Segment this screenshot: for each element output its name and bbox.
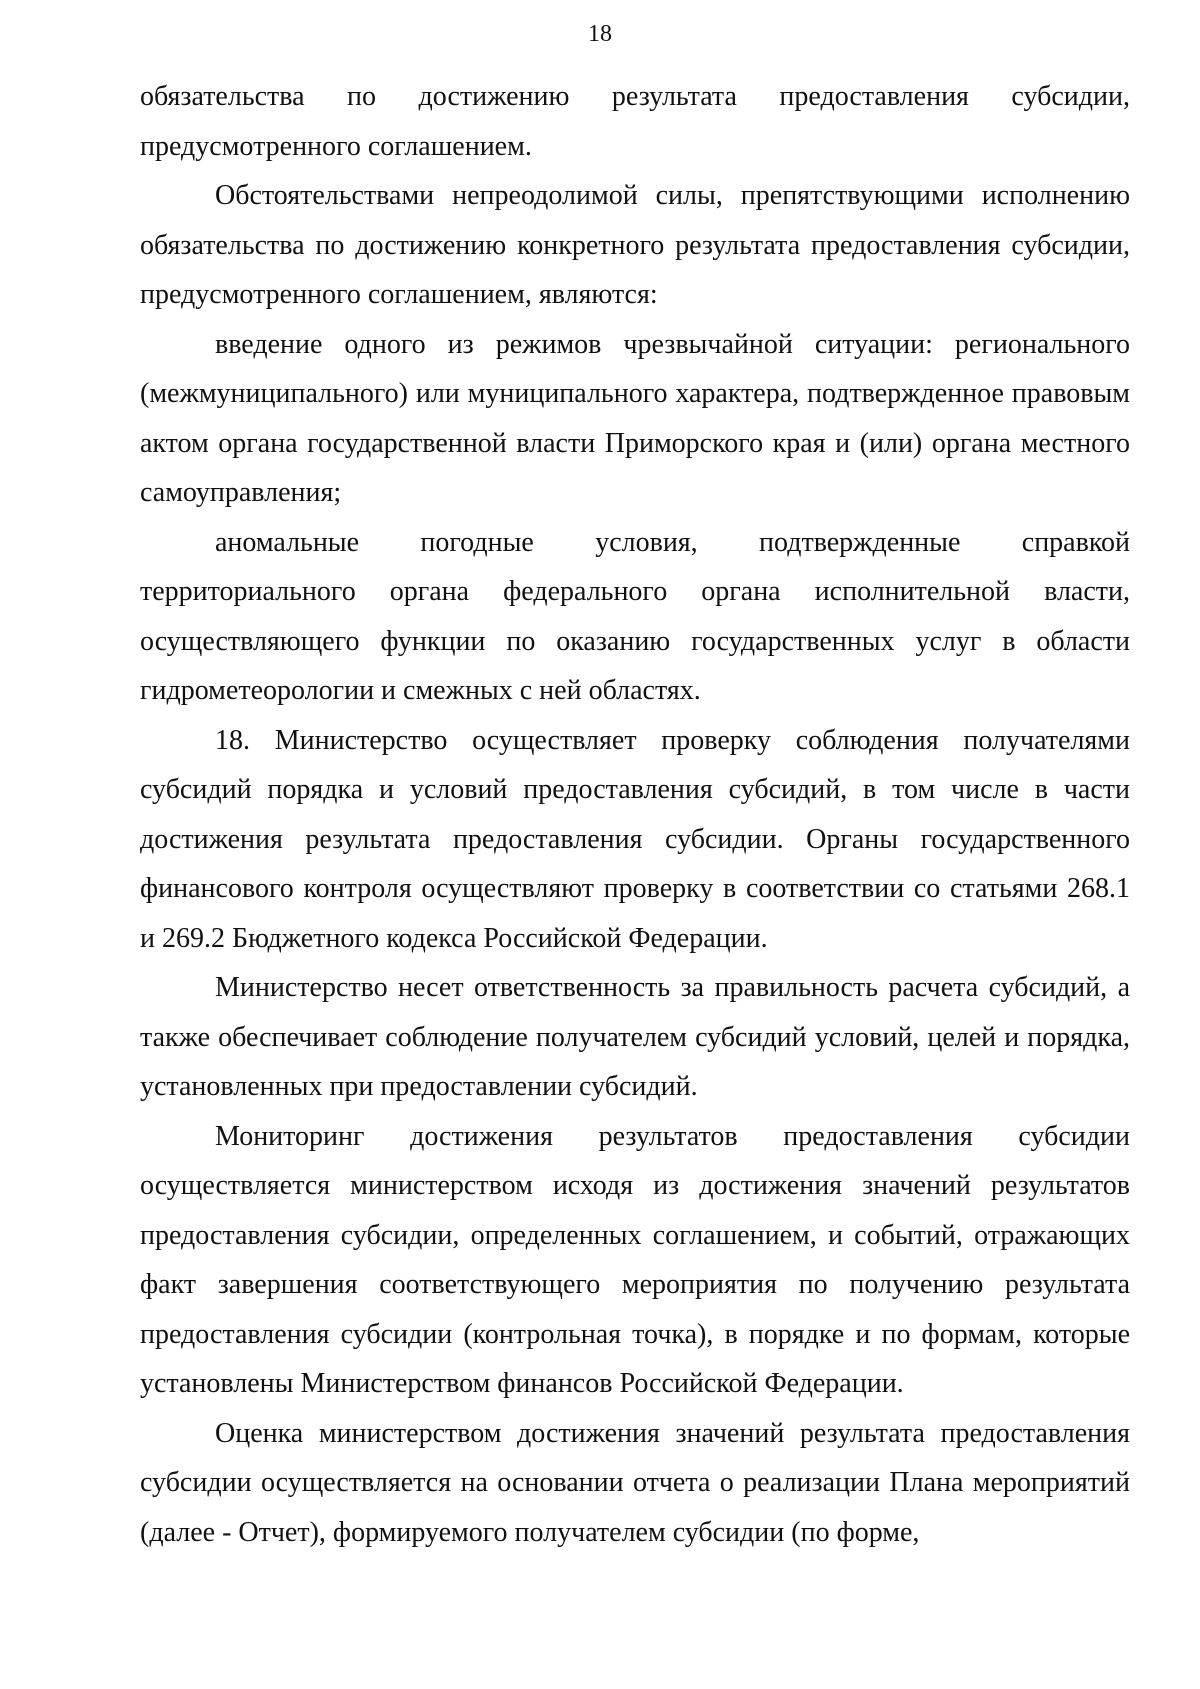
paragraph-monitoring: Мониторинг достижения результатов предоставления субсидии осуществляется министерством исходя из достижения значений результатов предоставления субсидии, определенных соглашением, и событий, отражающих факт завершения соответствующего мероприятия по получению результата предоставления субсидии (контрольная точка), в порядке и по формам, которые установлены Министерством финансов Российской Федерации. (140, 1120, 1130, 1399)
paragraph-emergency-regime: введение одного из режимов чрезвычайной ситуации: регионального (межмуниципального) или муниципального характера, подтвержденное правовым актом органа государственной власти Приморского края и (или) органа местного самоуправления; (140, 328, 1130, 508)
paragraph-continuation: обязательства по достижению результата предоставления субсидии, предусмотренного соглашением. (140, 81, 1130, 162)
document-body (140, 72, 1130, 1557)
paragraph-section-18: 18. Министерство осуществляет проверку соблюдения получателями субсидий порядка и условий предоставления субсидий, в том числе в части достижения результата предоставления субсидии. Органы государственного финансового контроля осуществляют проверку в соответствии со статьями 268.1 и 269.2 Бюджетного кодекса Российской Федерации. (140, 724, 1130, 954)
paragraph-force-majeure-intro: Обстоятельствами непреодолимой силы, препятствующими исполнению обязательства по достижению конкретного результата предоставления субсидии, предусмотренного соглашением, являются: (140, 180, 1130, 310)
paragraph-assessment: Оценка министерством достижения значений результата предоставления субсидии осуществляется на основании отчета о реализации Плана мероприятий (далее - Отчет), формируемого получателем субсидии (по форме, (140, 1417, 1130, 1548)
page-number: 18 (588, 21, 612, 47)
paragraph-ministry-responsibility: Министерство несет ответственность за правильность расчета субсидий, а также обеспечивает соблюдение получателем субсидий условий, целей и порядка, установленных при предоставлении субсидий. (140, 972, 1130, 1102)
paragraph-weather-conditions: аномальные погодные условия, подтвержденные справкой территориального органа федерального органа исполнительной власти, осуществляющего функции по оказанию государственных услуг в области гидрометеорологии и смежных с ней областях. (140, 526, 1130, 706)
